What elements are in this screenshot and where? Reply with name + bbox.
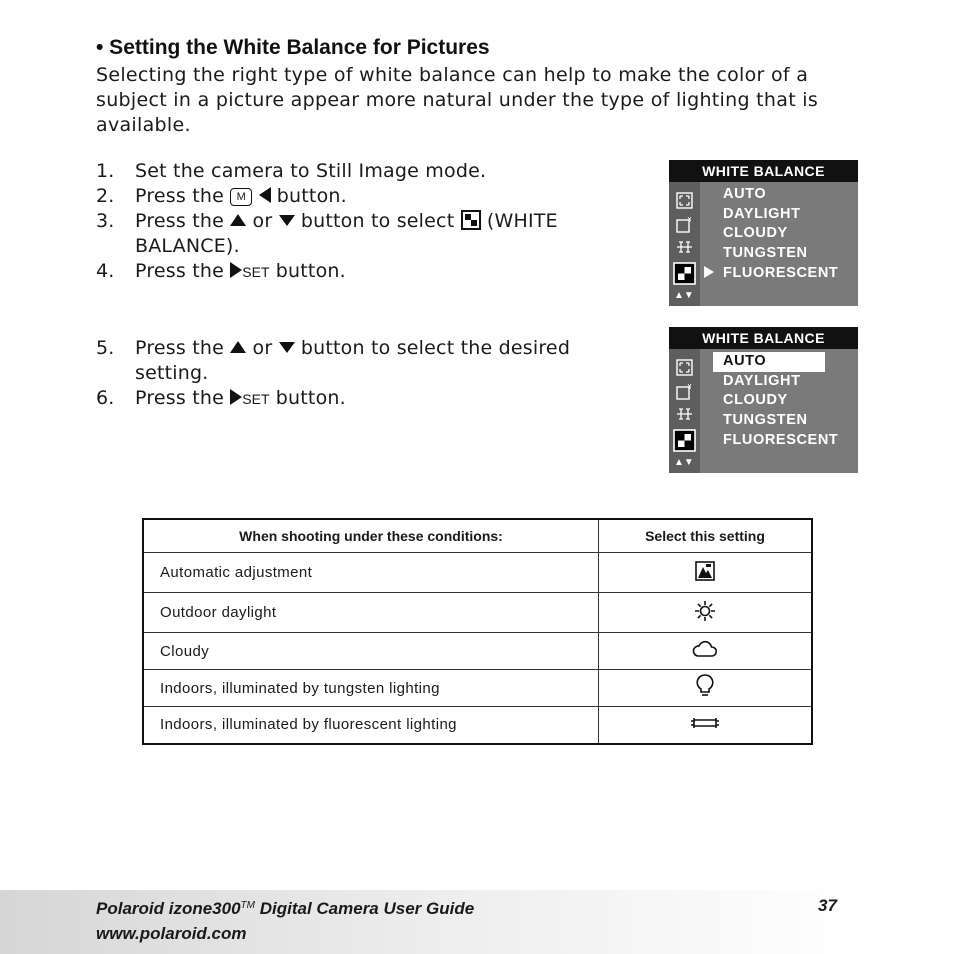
step-number: 5. xyxy=(96,337,115,359)
down-arrow-icon xyxy=(279,342,295,353)
conditions-table xyxy=(142,518,813,745)
step-6 xyxy=(96,386,626,412)
option-fluorescent[interactable]: FLUORESCENT xyxy=(723,264,839,281)
exposure-icon xyxy=(676,406,693,423)
step-text: Press the xyxy=(135,387,225,409)
camera-screen-pointer xyxy=(669,160,858,306)
screen-title: WHITE BALANCE xyxy=(669,160,858,182)
condition-cell: Automatic adjustment xyxy=(143,553,599,593)
nav-arrows-icon: ▲▼ xyxy=(674,457,694,468)
step-3 xyxy=(96,209,615,259)
table-row xyxy=(143,553,812,593)
condition-cell: Outdoor daylight xyxy=(143,593,599,633)
bulb-icon xyxy=(696,674,714,698)
section-heading: • Setting the White Balance for Pictures xyxy=(96,36,490,59)
screen-icon-rail xyxy=(669,182,700,306)
step-text: button to select xyxy=(300,210,455,232)
image-size-icon xyxy=(676,192,693,209)
steps-group-2 xyxy=(96,336,626,412)
option-cloudy[interactable]: CLOUDY xyxy=(723,392,788,409)
sun-icon xyxy=(694,600,716,622)
set-label: SET xyxy=(242,264,270,280)
step-text: Press the xyxy=(135,185,225,207)
fluorescent-tube-icon xyxy=(690,716,720,730)
table-row xyxy=(143,707,812,744)
table-row xyxy=(143,593,812,633)
step-5 xyxy=(96,336,626,386)
step-number: 2. xyxy=(96,185,115,207)
step-text: button. xyxy=(275,260,346,282)
white-balance-icon xyxy=(673,262,696,285)
header-setting: Select this setting xyxy=(599,519,813,553)
website-url: www.polaroid.com xyxy=(96,924,247,943)
option-list xyxy=(723,185,838,283)
step-1 xyxy=(96,159,615,184)
table-row xyxy=(143,633,812,670)
up-arrow-icon xyxy=(230,214,246,226)
set-label: SET xyxy=(242,391,270,407)
setting-cell xyxy=(599,593,813,633)
option-auto-selected[interactable]: AUTO xyxy=(713,352,825,372)
right-arrow-icon xyxy=(230,262,242,278)
intro-paragraph: Selecting the right type of white balance can help to make the color of a subject in a picture appear more natural under the type of lighting that is available. xyxy=(96,64,819,136)
option-cloudy[interactable]: CLOUDY xyxy=(723,225,788,242)
condition-cell: Cloudy xyxy=(143,633,599,670)
step-text: button to select the desired setting. xyxy=(135,337,571,384)
page-number: 37 xyxy=(818,896,837,915)
quality-icon xyxy=(676,216,693,233)
condition-cell: Indoors, illuminated by tungsten lighting xyxy=(143,670,599,707)
white-balance-icon xyxy=(673,429,696,452)
step-text: Press the xyxy=(135,210,225,232)
left-arrow-icon xyxy=(259,187,271,203)
up-arrow-icon xyxy=(230,341,246,353)
steps-group-1 xyxy=(96,159,615,285)
step-number: 4. xyxy=(96,260,115,282)
step-text: button. xyxy=(275,387,346,409)
screen-title: WHITE BALANCE xyxy=(669,327,858,349)
option-auto[interactable]: AUTO xyxy=(723,186,767,202)
setting-cell xyxy=(599,707,813,744)
step-text: or xyxy=(252,210,273,232)
guide-title xyxy=(96,899,474,919)
camera-screen-selected xyxy=(669,327,858,473)
exposure-icon xyxy=(676,239,693,256)
nav-arrows-icon: ▲▼ xyxy=(674,290,694,301)
step-4 xyxy=(96,259,615,285)
menu-button-icon: M xyxy=(230,188,252,206)
condition-cell: Indoors, illuminated by fluorescent lighting xyxy=(143,707,599,744)
table-row xyxy=(143,670,812,707)
option-daylight[interactable]: DAYLIGHT xyxy=(723,372,801,389)
quality-icon xyxy=(676,383,693,400)
setting-cell xyxy=(599,670,813,707)
option-list xyxy=(723,352,838,450)
pointer-arrow-icon xyxy=(704,266,714,278)
trademark-mark: TM xyxy=(240,900,255,911)
step-2 xyxy=(96,184,615,209)
table-header-row xyxy=(143,519,812,553)
right-arrow-icon xyxy=(230,389,242,405)
down-arrow-icon xyxy=(279,215,295,226)
auto-wb-icon xyxy=(695,561,715,581)
page-footer xyxy=(0,890,954,954)
step-text: Press the xyxy=(135,260,225,282)
step-number: 1. xyxy=(96,160,115,182)
step-text: or xyxy=(252,337,273,359)
guide-title-prefix: Polaroid izone300 xyxy=(96,899,241,918)
step-number: 3. xyxy=(96,210,115,232)
option-tungsten[interactable]: TUNGSTEN xyxy=(723,245,808,262)
white-balance-icon xyxy=(461,210,481,230)
cloud-icon xyxy=(692,640,718,658)
step-text: Press the xyxy=(135,337,225,359)
option-fluorescent[interactable]: FLUORESCENT xyxy=(723,431,839,448)
step-text: (WHITE BALANCE). xyxy=(135,210,558,257)
step-text: Set the camera to Still Image mode. xyxy=(135,160,487,182)
step-text: button. xyxy=(276,185,347,207)
header-conditions: When shooting under these conditions: xyxy=(143,519,599,553)
setting-cell xyxy=(599,633,813,670)
step-number: 6. xyxy=(96,387,115,409)
option-daylight[interactable]: DAYLIGHT xyxy=(723,205,801,222)
guide-title-suffix: Digital Camera User Guide xyxy=(255,899,475,918)
setting-cell xyxy=(599,553,813,593)
option-tungsten[interactable]: TUNGSTEN xyxy=(723,412,808,429)
screen-icon-rail xyxy=(669,349,700,473)
image-size-icon xyxy=(676,359,693,376)
